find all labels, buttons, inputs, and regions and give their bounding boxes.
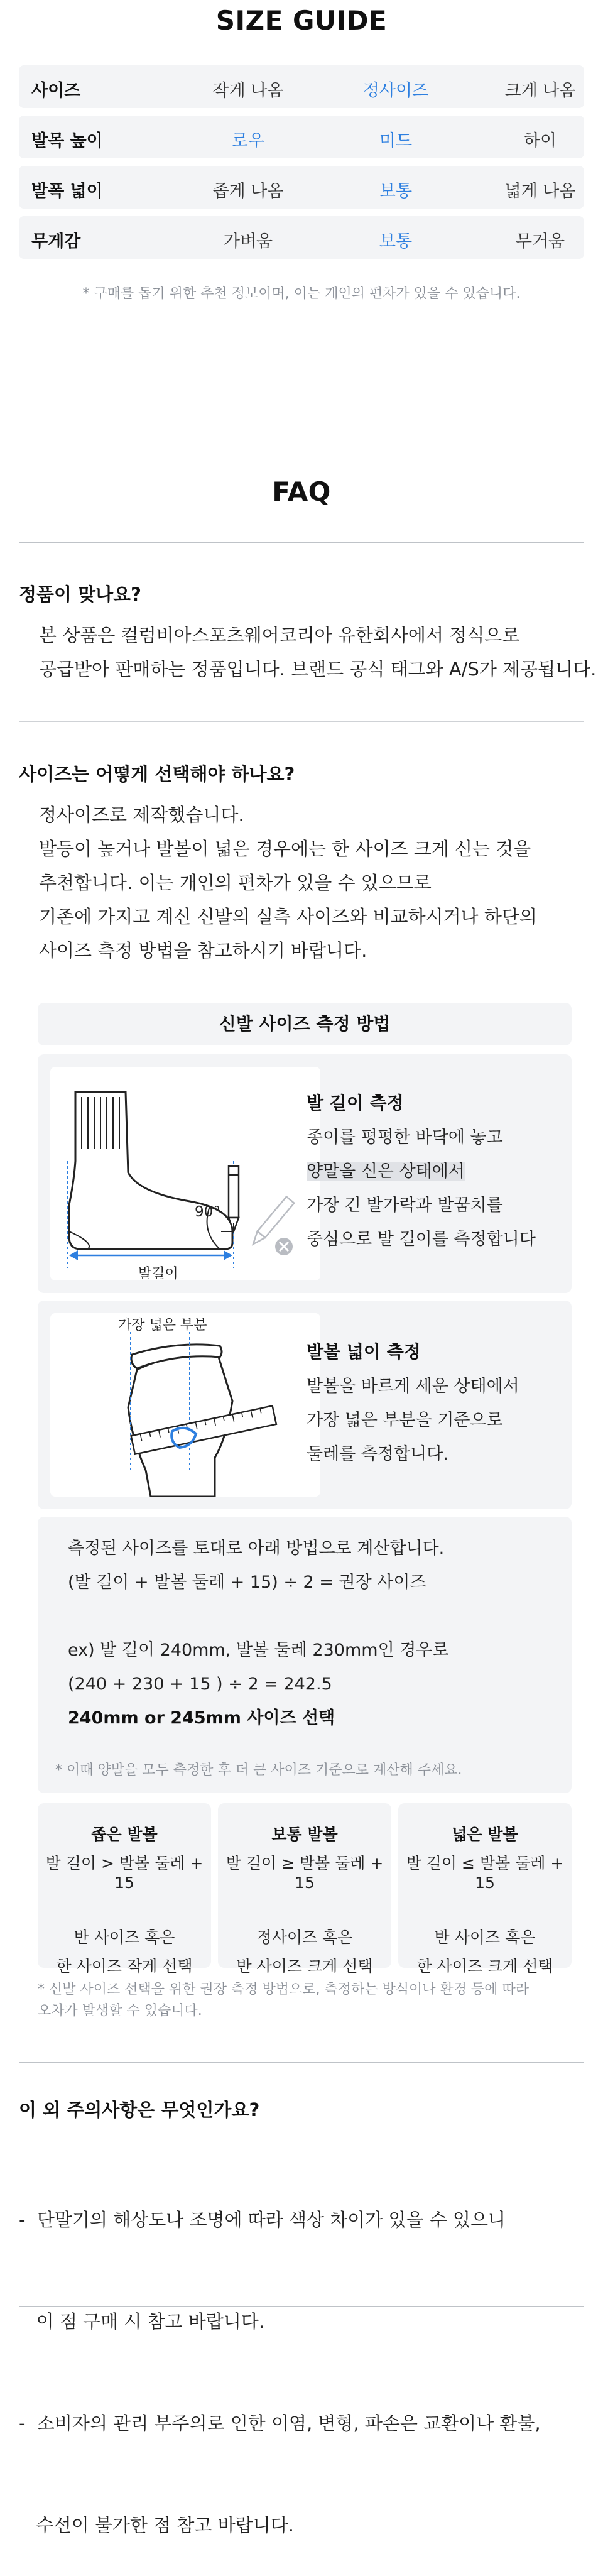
faq-answer-2: 정사이즈로 제작했습니다. 발등이 높거나 발볼이 넓은 경우에는 한 사이즈 크게 신는 것을 추천합니다. 이는 개인의 편차가 있을 수 있으므로 기존에 가지고 계신 신발의 실측 사이즈와 비교하시거나 하단의 사이즈 측정 방법을 참고하시기 바랍니다. — [39, 804, 537, 961]
faq-question-3: 이 외 주의사항은 무엇인가요? — [19, 2099, 260, 2120]
size-row-size — [19, 65, 584, 108]
calculation-text: 측정된 사이즈를 토대로 아래 방법으로 계산합니다. (발 길이 + 발볼 둘레 + 15) ÷ 2 = 권장 사이즈 ex) 발 길이 240mm, 발볼 둘레 230mm인 경우로 (240 + 230 + 15 ) ÷ 2 = 242.5 240mm or 245mm 사이즈 선택 — [68, 1532, 449, 1735]
foot-length-text: 종이를 평평한 바닥에 놓고 양말을 신은 상태에서 가장 긴 발가락과 발꿈치를 중심으로 발 길이를 측정합니다 — [307, 1128, 536, 1249]
row-label: 사이즈 — [31, 81, 81, 101]
faq-title: FAQ — [272, 476, 331, 507]
type-card-narrow: 좁은 발볼 발 길이 > 발볼 둘레 + 15 반 사이즈 혹은 한 사이즈 작게 선택 — [38, 1803, 211, 1968]
measure-footnote: * 신발 사이즈 선택을 위한 권장 측정 방법으로, 측정하는 방식이나 환경 등에 따라 오차가 발생할 수 있습니다. — [38, 1982, 529, 2019]
measure-title-box — [38, 1003, 572, 1045]
option-normal: 보통 — [379, 182, 413, 201]
faq-answer-3: - 단말기의 해상도나 조명에 따라 색상 차이가 있을 수 있으니 이 점 구매 시 참고 바랍니다. - 소비자의 관리 부주의로 인한 이염, 변형, 파손은 교환이나 환불, 수선이 불가한 점 참고 바랍니다. — [19, 2209, 541, 2536]
divider — [19, 2062, 584, 2063]
faq-answer-1: 본 상품은 컬럼비아스포츠웨어코리아 유한회사에서 정식으로 공급받아 판매하는 정품입니다. 브랜드 공식 태그와 A/S가 제공됩니다. — [39, 625, 597, 680]
calculation-note: * 이때 양발을 모두 측정한 후 더 큰 사이즈 기준으로 계산해 주세요. — [55, 1762, 462, 1778]
foot-length-illustration — [50, 1067, 320, 1280]
option-high: 하이 — [523, 131, 557, 151]
faq-question-2: 사이즈는 어떻게 선택해야 하나요? — [19, 763, 295, 785]
faq-question-1: 정품이 맞나요? — [19, 584, 142, 605]
row-label: 발폭 넓이 — [31, 182, 103, 201]
option-true-to-size: 정사이즈 — [362, 81, 429, 101]
widest-part-label: 가장 넓은 부분 — [118, 1318, 207, 1333]
measure-title: 신발 사이즈 측정 방법 — [219, 1013, 391, 1034]
divider — [19, 542, 584, 543]
angle-label: 90° — [195, 1204, 220, 1220]
row-label: 무게감 — [31, 232, 81, 251]
option-narrow: 좁게 나옴 — [212, 182, 284, 201]
divider — [19, 721, 584, 722]
option-small: 작게 나옴 — [212, 81, 284, 101]
foot-length-label: 발길이 — [138, 1266, 178, 1282]
size-guide-title: SIZE GUIDE — [215, 5, 388, 36]
foot-width-illustration — [50, 1313, 320, 1497]
size-row-weight — [19, 216, 584, 259]
divider — [19, 2306, 584, 2307]
calculation-panel — [38, 1517, 572, 1793]
foot-length-panel — [38, 1054, 572, 1293]
type-card-wide: 넓은 발볼 발 길이 ≤ 발볼 둘레 + 15 반 사이즈 혹은 한 사이즈 크게 선택 — [398, 1803, 572, 1968]
calculation-result: 240mm or 245mm 사이즈 선택 — [68, 1708, 335, 1728]
option-low: 로우 — [231, 131, 265, 151]
option-light: 가벼움 — [223, 232, 273, 251]
size-row-width — [19, 166, 584, 209]
foot-width-text: 발볼을 바르게 세운 상태에서 가장 넓은 부분을 기준으로 둘레를 측정합니다. — [307, 1377, 519, 1464]
foot-length-title: 발 길이 측정 — [307, 1093, 404, 1113]
row-label: 발목 높이 — [31, 131, 103, 151]
foot-width-title: 발볼 넓이 측정 — [307, 1341, 421, 1362]
foot-width-panel — [38, 1301, 572, 1509]
option-wide: 넓게 나옴 — [504, 182, 576, 201]
option-mid: 미드 — [379, 131, 413, 151]
option-heavy: 무거움 — [515, 232, 565, 251]
option-large: 크게 나옴 — [504, 81, 576, 101]
option-normal-weight: 보통 — [379, 232, 413, 251]
size-guide-note: * 구매를 돕기 위한 추천 정보이며, 이는 개인의 편차가 있을 수 있습니다. — [82, 286, 521, 302]
type-card-normal: 보통 발볼 발 길이 ≥ 발볼 둘레 + 15 정사이즈 혹은 반 사이즈 크게 선택 — [218, 1803, 391, 1968]
size-row-ankle-height — [19, 116, 584, 158]
